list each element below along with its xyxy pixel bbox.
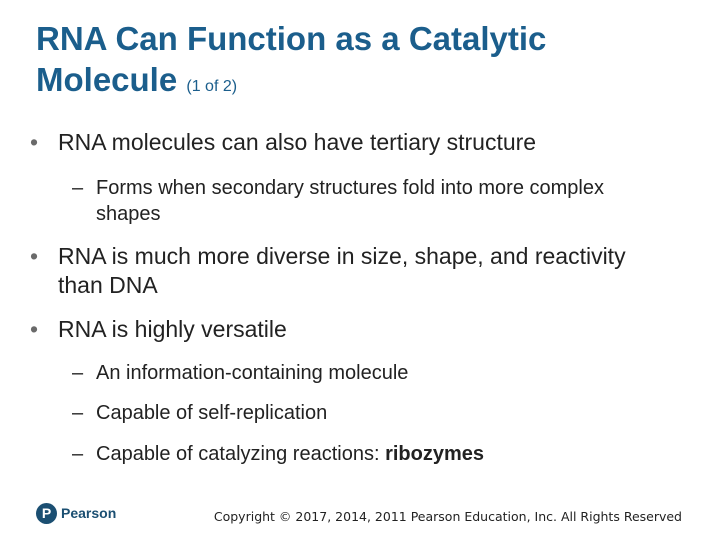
bullet-marker: •: [30, 316, 39, 342]
sub-bullet-text: An information-containing molecule: [96, 362, 409, 384]
pearson-logo: [36, 502, 116, 524]
slide-title-text: RNA Can Function as a Catalytic Molecule: [36, 20, 547, 98]
slide-title-suffix: (1 of 2): [186, 78, 238, 95]
bullet-item: [30, 128, 670, 157]
slide-title: [36, 18, 696, 107]
sub-bullet-marker: –: [72, 443, 84, 465]
sub-bullet-item: [72, 441, 672, 467]
bullet-item: [30, 242, 670, 300]
pearson-logo-icon: P: [36, 503, 57, 524]
sub-bullet-text: Forms when secondary structures fold into more complex shapes: [96, 177, 604, 225]
sub-bullet-item: [72, 175, 672, 227]
bullet-text: RNA is highly versatile: [58, 316, 287, 342]
sub-bullet-item: [72, 400, 672, 426]
bullet-marker: •: [30, 243, 39, 269]
sub-bullet-item: [72, 360, 672, 386]
bullet-marker: •: [30, 129, 39, 155]
sub-bullet-text: Capable of self-replication: [96, 402, 328, 424]
bullet-text: RNA is much more diverse in size, shape, and reactivity than DNA: [58, 243, 626, 298]
ribozymes-term: ribozymes: [385, 443, 484, 465]
copyright-notice: Copyright © 2017, 2014, 2011 Pearson Education, Inc. All Rights Reserved: [213, 509, 682, 524]
sub-bullet-marker: –: [72, 177, 84, 199]
sub-bullet-text: [72, 441, 672, 467]
sub-bullet-marker: –: [72, 402, 84, 424]
sub-bullet-marker: –: [72, 362, 84, 384]
pearson-logo-text: Pearson: [61, 505, 117, 521]
bullet-item: [30, 315, 670, 344]
bullet-text: RNA molecules can also have tertiary structure: [58, 129, 537, 155]
sub-bullet-text-plain: Capable of catalyzing reactions:: [96, 443, 380, 465]
